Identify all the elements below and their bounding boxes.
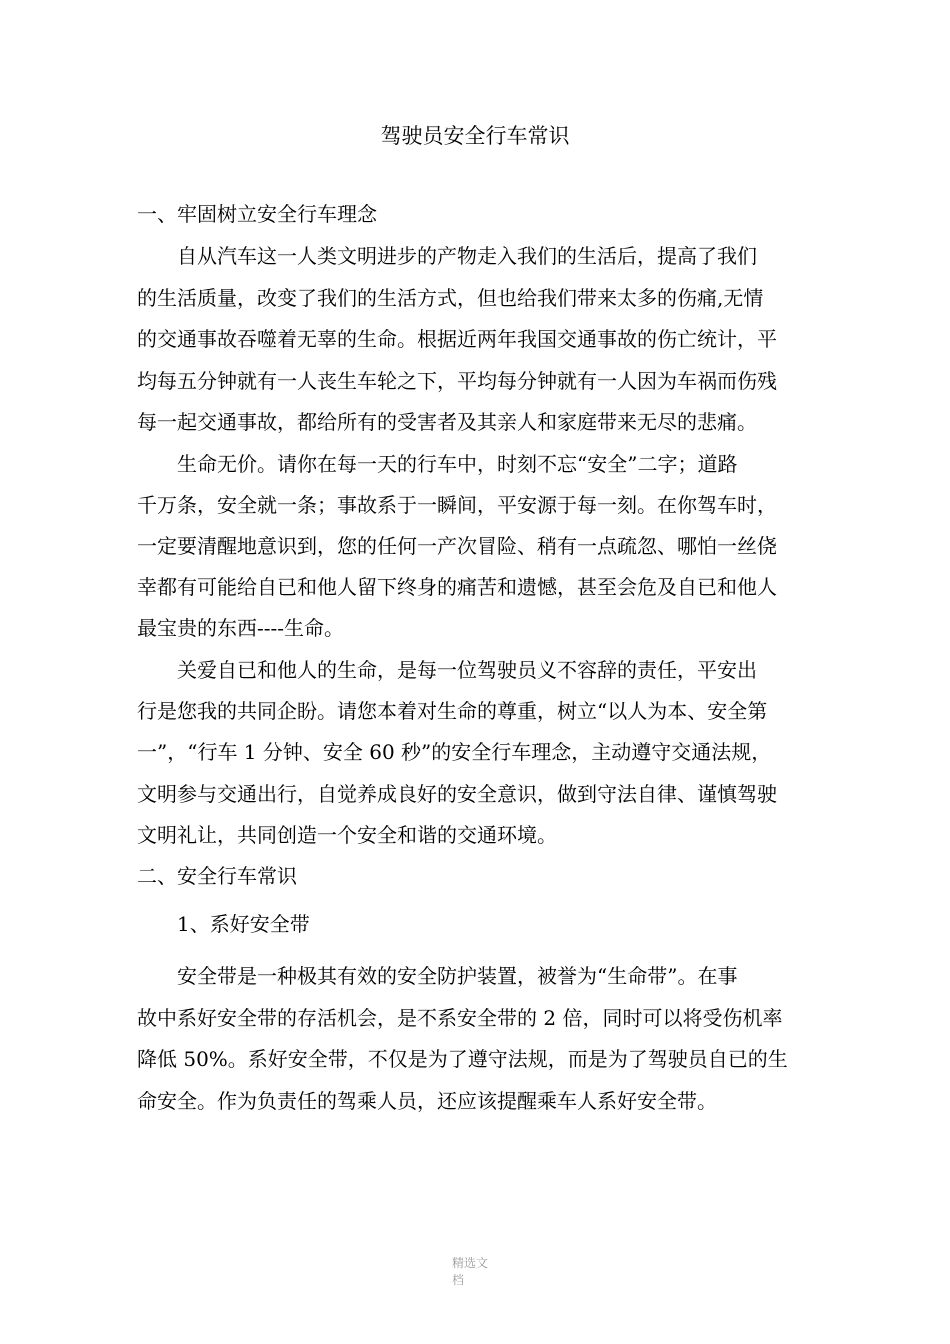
footer-watermark: 精选文档 — [452, 1256, 489, 1287]
section1-heading: 一、牢固树立安全行车理念 — [137, 202, 377, 226]
text-line: 一定要清醒地意识到，您的任何一产次冒险、稍有一点疏忽、哪怕一丝侥 — [137, 534, 777, 558]
document-title: 驾驶员安全行车常识 — [380, 124, 570, 148]
text-line: 关爱自已和他人的生命，是每一位驾驶员义不容辞的责任，平安出 — [137, 658, 757, 682]
text-line: 自从汽车这一人类文明进步的产物走入我们的生活后，提高了我们 — [137, 244, 757, 268]
section2-heading: 二、安全行车常识 — [137, 864, 297, 888]
text-line: 文明礼让，共同创造一个安全和谐的交通环境。 — [137, 823, 557, 847]
text-line: 最宝贵的东西----生命。 — [137, 616, 345, 640]
text-line: 降低 50%。系好安全带，不仅是为了遵守法规，而是为了驾驶员自已的生 — [137, 1047, 788, 1071]
text-line: 一”，“行车 1 分钟、安全 60 秒”的安全行车理念，主动遵守交通法规， — [137, 740, 772, 764]
text-line: 文明参与交通出行，自觉养成良好的安全意识，做到守法自律、谨慎驾驶 — [137, 782, 777, 806]
text-line: 安全带是一种极其有效的安全防护装置，被誉为“生命带”。在事 — [137, 964, 738, 988]
text-line: 千万条，安全就一条；事故系于一瞬间，平安源于每一刻。在你驾车时， — [137, 493, 777, 517]
text-line: 的交通事故吞噬着无辜的生命。根据近两年我国交通事故的伤亡统计，平 — [137, 327, 777, 351]
text-line: 幸都有可能给自已和他人留下终身的痛苦和遗憾，甚至会危及自已和他人 — [137, 575, 777, 599]
text-line: 故中系好安全带的存活机会，是不系安全带的 2 倍，同时可以将受伤机率 — [137, 1006, 783, 1030]
subsection-heading: 1、系好安全带 — [137, 912, 310, 936]
text-line: 行是您我的共同企盼。请您本着对生命的尊重，树立“以人为本、安全第 — [137, 699, 768, 723]
text-line: 生命无价。请你在每一天的行车中，时刻不忘“安全”二字；道路 — [137, 452, 738, 476]
text-line: 的生活质量，改变了我们的生活方式，但也给我们带来太多的伤痛,无情 — [137, 286, 764, 310]
text-line: 每一起交通事故，都给所有的受害者及其亲人和家庭带来无尽的悲痛。 — [137, 410, 757, 434]
text-line: 均每五分钟就有一人丧生车轮之下，平均每分钟就有一人因为车祸而伤残 — [137, 369, 777, 393]
text-line: 命安全。作为负责任的驾乘人员，还应该提醒乘车人系好安全带。 — [137, 1089, 717, 1113]
